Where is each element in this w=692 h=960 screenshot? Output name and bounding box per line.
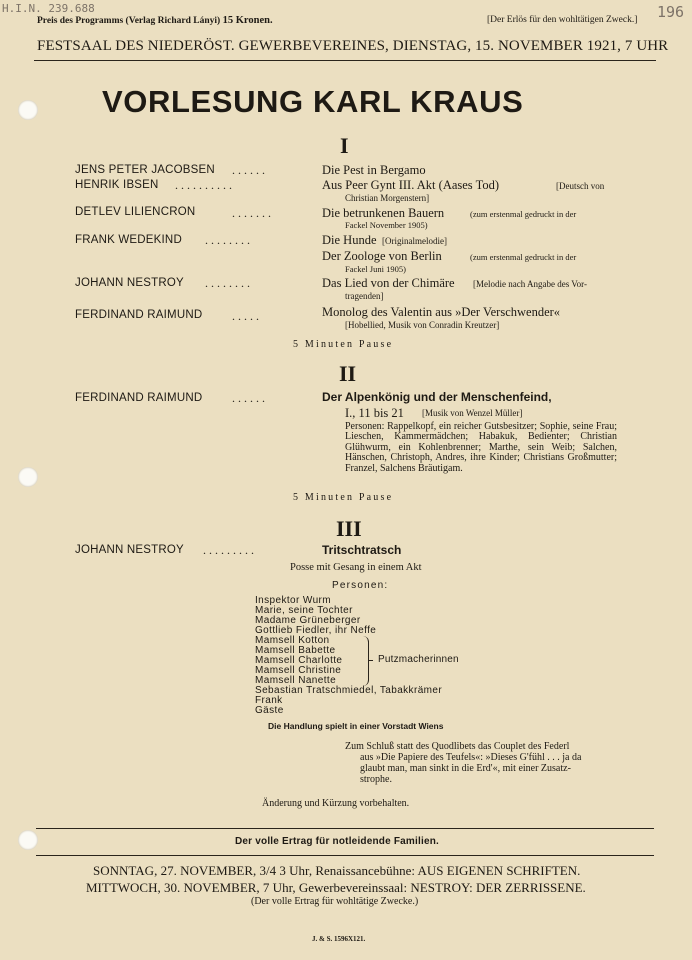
leader-dots: .......... [175, 178, 235, 192]
work-note: (zum erstenmal gedruckt in der [470, 209, 577, 219]
persons-list: Personen: Rappelkopf, ein reicher Gutsbesitzer; Sophie, seine Frau; Lieschen, Kammermädchen; Habakuk, Bedienter; Christian Glühwurm, ein Kohlenbrenner; Marthe, sein Weib; Salchen, Hänschen, Christoph, Andres, ihre Kinder; Christians Großmutter; Franzel, Salchens Bräutigam. [345, 421, 617, 474]
brace-label: Putzmacherinnen [378, 654, 459, 665]
author-name: FERDINAND RAIMUND [75, 309, 203, 321]
footer-rule-bottom [36, 855, 654, 856]
work-note: Christian Morgenstern] [345, 193, 430, 203]
cast-member: Mamsell Christine [255, 665, 342, 676]
work-note: Fackel November 1905) [345, 220, 428, 230]
pause-notice: 5 Minuten Pause [293, 339, 394, 350]
work-note: tragenden] [345, 291, 384, 301]
event-note: (Der volle Ertrag für wohltätige Zwecke.) [251, 896, 419, 907]
leader-dots: ........ [205, 233, 253, 247]
work-subtitle: Posse mit Gesang in einem Akt [290, 562, 422, 573]
work-note: [Deutsch von [556, 181, 605, 191]
pause-notice: 5 Minuten Pause [293, 492, 394, 503]
work-note: Fackel Juni 1905) [345, 264, 406, 274]
part-numeral-1: I [340, 133, 349, 158]
leader-dots: ......... [203, 543, 257, 557]
venue-line: FESTSAAL DES NIEDERÖST. GEWERBEVEREINES, DIENSTAG, 15. NOVEMBER 1921, 7 UHR [37, 38, 669, 54]
work-note: [Hobellied, Musik von Conradin Kreutzer] [345, 320, 500, 330]
cast-member: Gottlieb Fiedler, ihr Neffe [255, 625, 377, 636]
page-title: VORLESUNG KARL KRAUS [102, 84, 524, 119]
work-title: Die Hunde [322, 233, 377, 247]
upcoming-event: SONNTAG, 27. NOVEMBER, 3/4 3 Uhr, Renaissancebühne: AUS EIGENEN SCHRIFTEN. [93, 863, 581, 878]
leader-dots: ........ [205, 276, 253, 290]
author-name: FERDINAND RAIMUND [75, 392, 203, 404]
cast-member: Sebastian Tratschmiedel, Tabakkrämer [255, 685, 443, 696]
author-name: FRANK WEDEKIND [75, 234, 182, 246]
couplet-note-line: Zum Schluß statt des Quodlibets das Couplet des Federl [345, 741, 570, 752]
work-title: Aus Peer Gynt III. Akt (Aases Tod) [322, 178, 499, 192]
archive-inventory-number: H.I.N. 239.688 [2, 2, 95, 15]
printer-mark: J. & S. 1596X121. [312, 935, 366, 943]
punch-hole [18, 467, 38, 487]
cast-member: Mamsell Babette [255, 645, 336, 656]
leader-dots: ...... [232, 163, 268, 177]
charity-note: [Der Erlös für den wohltätigen Zweck.] [487, 15, 638, 25]
work-note: (zum erstenmal gedruckt in der [470, 252, 577, 262]
price-amount: 15 Kronen. [222, 15, 273, 26]
author-name: DETLEV LILIENCRON [75, 206, 196, 218]
author-name: JENS PETER JACOBSEN [75, 164, 215, 176]
cast-member: Madame Grüneberger [255, 615, 361, 626]
punch-hole [18, 100, 38, 120]
part-numeral-3: III [336, 516, 362, 541]
work-title: Der Alpenkönig und der Menschenfeind, [322, 390, 552, 404]
work-scenes: I., 11 bis 21 [345, 406, 404, 420]
archive-page-number: 196 [657, 3, 685, 21]
cast-member: Mamsell Nanette [255, 675, 337, 686]
work-note: [Musik von Wenzel Müller] [422, 408, 523, 418]
upcoming-event: MITTWOCH, 30. NOVEMBER, 7 Uhr, Gewerbevereinssaal: NESTROY: DER ZERRISSENE. [86, 880, 586, 895]
cast-member: Frank [255, 695, 283, 706]
cast-member: Marie, seine Tochter [255, 605, 353, 616]
author-name: JOHANN NESTROY [75, 277, 184, 289]
part-numeral-2: II [339, 361, 357, 386]
cast-member: Gäste [255, 705, 284, 716]
author-name: HENRIK IBSEN [75, 179, 159, 191]
cast-member: Inspektor Wurm [255, 595, 331, 606]
couplet-note-line: glaubt man, man sinkt in die Erd'«, mit einer Zusatz- [360, 763, 571, 774]
couplet-note-line: aus »Die Papiere des Teufels«: »Dieses G'fühl . . . ja da [360, 752, 582, 763]
work-title: Der Zoologe von Berlin [322, 249, 442, 263]
persons-heading: Personen: [332, 580, 389, 591]
author-name: JOHANN NESTROY [75, 544, 184, 556]
changes-note: Änderung und Kürzung vorbehalten. [262, 798, 410, 809]
leader-dots: ..... [232, 309, 262, 323]
footer-rule-top [36, 828, 654, 829]
work-title: Das Lied von der Chimäre [322, 276, 455, 290]
work-title: Tritschtratsch [322, 543, 402, 557]
cast-member: Mamsell Charlotte [255, 655, 343, 666]
work-note: [Originalmelodie] [382, 236, 447, 246]
leader-dots: ...... [232, 391, 268, 405]
work-title: Die betrunkenen Bauern [322, 206, 445, 220]
work-title: Monolog des Valentin aus »Der Verschwender« [322, 305, 561, 319]
punch-hole [18, 830, 38, 850]
cast-brace [360, 636, 369, 686]
price-label: Preis des Programms (Verlag Richard Lányi) [37, 16, 221, 26]
setting-note: Die Handlung spielt in einer Vorstadt Wiens [268, 721, 444, 731]
work-title: Die Pest in Bergamo [322, 163, 426, 177]
cast-member: Mamsell Kotton [255, 635, 330, 646]
header-rule [34, 60, 656, 61]
cast-brace-tip [368, 660, 373, 661]
proceeds-note: Der volle Ertrag für notleidende Familien. [235, 836, 439, 847]
work-note: [Melodie nach Angabe des Vor- [473, 279, 587, 289]
leader-dots: ....... [232, 206, 274, 220]
couplet-note-line: strophe. [360, 774, 392, 785]
program-price [37, 15, 273, 26]
